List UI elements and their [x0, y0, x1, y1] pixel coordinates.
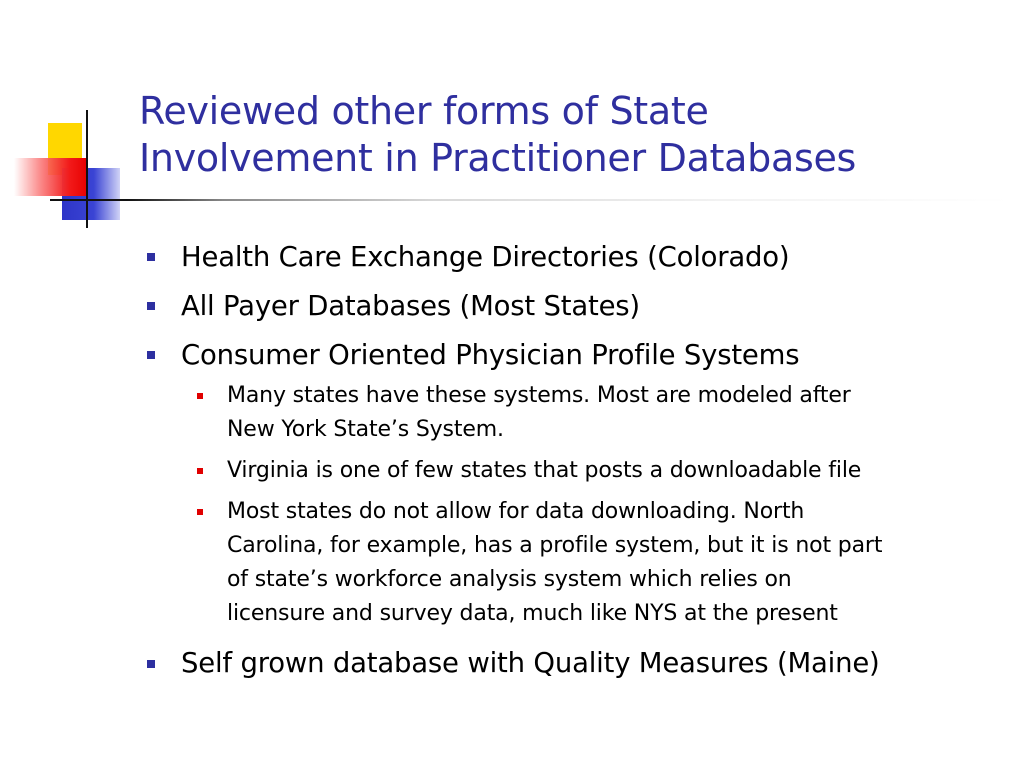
bullet-square-icon: [147, 302, 155, 310]
sub-bullet-line: licensure and survey data, much like NYS at the present: [227, 601, 838, 626]
sub-bullet-line: of state’s workforce analysis system which relies on: [227, 567, 792, 592]
bullet-item: Self grown database with Quality Measures (Maine): [181, 647, 880, 679]
sub-bullet-square-icon: [197, 393, 203, 399]
bullet-square-icon: [147, 253, 155, 261]
bullet-square-icon: [147, 351, 155, 359]
slide-title-line: Involvement in Practitioner Databases: [139, 136, 857, 180]
bullet-item: Consumer Oriented Physician Profile Systems: [181, 339, 800, 371]
slide-title-line: Reviewed other forms of State: [139, 89, 709, 133]
sub-bullet-line: Many states have these systems. Most are modeled after: [227, 383, 851, 408]
sub-bullet-square-icon: [197, 468, 203, 474]
bullet-item: All Payer Databases (Most States): [181, 290, 640, 322]
sub-bullet-line: Carolina, for example, has a profile system, but it is not part: [227, 533, 883, 558]
sub-bullet-line: New York State’s System.: [227, 417, 504, 442]
sub-bullet-line: Virginia is one of few states that posts a downloadable file: [227, 458, 862, 483]
sub-bullet-line: Most states do not allow for data downloading. North: [227, 499, 805, 524]
bullet-item: Health Care Exchange Directories (Colorado): [181, 241, 790, 273]
bullet-square-icon: [147, 660, 155, 668]
sub-bullet-square-icon: [197, 509, 203, 515]
